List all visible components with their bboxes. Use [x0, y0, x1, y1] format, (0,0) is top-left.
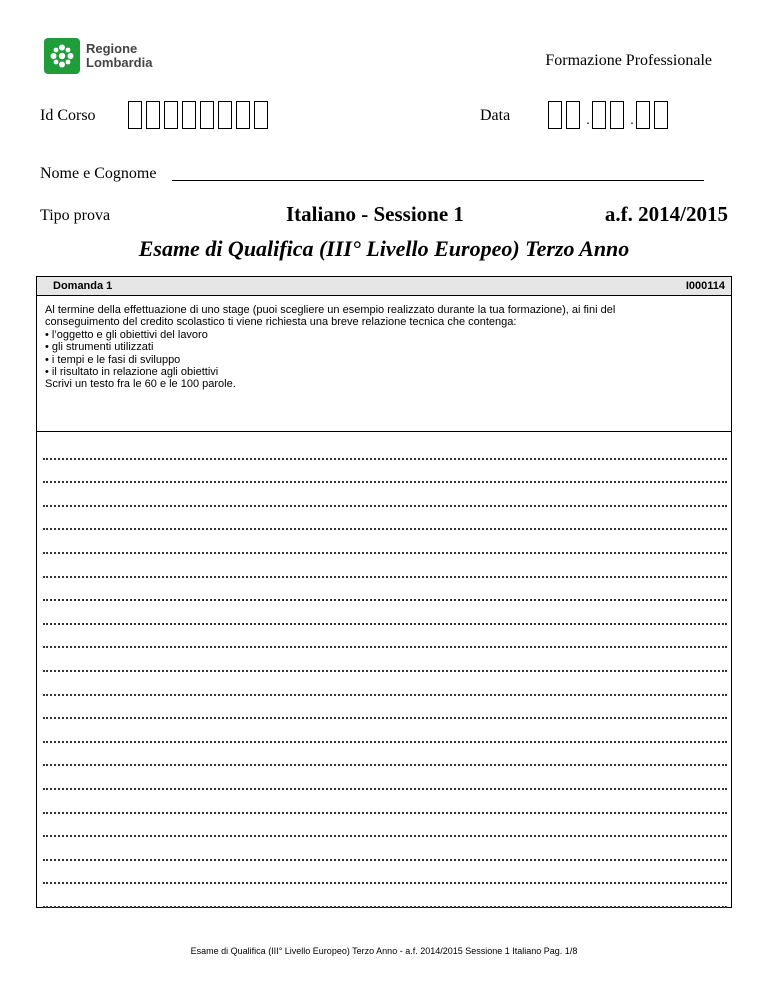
question-label: Domanda 1	[53, 280, 113, 292]
answer-line[interactable]	[43, 578, 727, 602]
answer-line[interactable]	[43, 672, 727, 696]
date-box[interactable]	[654, 101, 668, 129]
data-label: Data	[480, 107, 511, 124]
regione-lombardia-logo	[44, 38, 152, 74]
question-code: I000114	[685, 280, 725, 292]
answer-area[interactable]	[37, 432, 731, 908]
question-text	[37, 296, 731, 432]
answer-line[interactable]	[43, 554, 727, 578]
id-corso-box[interactable]	[254, 101, 268, 129]
answer-line[interactable]	[43, 696, 727, 720]
id-corso-label: Id Corso	[40, 107, 96, 124]
question-line: • il risultato in relazione agli obiettivi	[45, 366, 219, 379]
name-input-line[interactable]	[172, 180, 704, 181]
answer-line[interactable]	[43, 530, 727, 554]
exam-title: Esame di Qualifica (III° Livello Europeo) Terzo Anno	[138, 236, 630, 261]
question-line: Scrivi un testo fra le 60 e le 100 parole.	[45, 378, 236, 391]
id-corso-box[interactable]	[146, 101, 160, 129]
question-line: • gli strumenti utilizzati	[45, 341, 154, 354]
question-header	[37, 277, 731, 296]
page-footer: Esame di Qualifica (III° Livello Europeo) Terzo Anno - a.f. 2014/2015 Sessione 1 Italiano Pag. 1/8	[190, 946, 578, 956]
exam-subject: Italiano - Sessione 1	[286, 202, 464, 226]
answer-line[interactable]	[43, 743, 727, 767]
date-box[interactable]	[610, 101, 624, 129]
date-box[interactable]	[592, 101, 606, 129]
answer-line[interactable]	[43, 601, 727, 625]
answer-line[interactable]	[43, 814, 727, 838]
id-corso-box[interactable]	[128, 101, 142, 129]
logo-text-line2: Lombardia	[86, 55, 153, 70]
name-label: Nome e Cognome	[40, 165, 157, 182]
answer-line[interactable]	[43, 837, 727, 861]
answer-line[interactable]	[43, 766, 727, 790]
date-box[interactable]	[548, 101, 562, 129]
answer-line[interactable]	[43, 719, 727, 743]
date-box[interactable]	[636, 101, 650, 129]
organization-name: Formazione Professionale	[545, 52, 712, 69]
answer-line[interactable]	[43, 483, 727, 507]
id-corso-box[interactable]	[182, 101, 196, 129]
date-separator: .	[586, 113, 590, 128]
id-corso-box[interactable]	[200, 101, 214, 129]
answer-line[interactable]	[43, 790, 727, 814]
academic-year: a.f. 2014/2015	[604, 202, 728, 226]
date-box[interactable]	[566, 101, 580, 129]
id-corso-box[interactable]	[236, 101, 250, 129]
answer-line[interactable]	[43, 884, 727, 908]
answer-line[interactable]	[43, 625, 727, 649]
answer-line[interactable]	[43, 507, 727, 531]
date-boxes[interactable]	[548, 101, 672, 129]
question-line: • i tempi e le fasi di sviluppo	[45, 353, 181, 366]
id-corso-box[interactable]	[164, 101, 178, 129]
logo-text-line1: Regione	[86, 41, 138, 56]
answer-line[interactable]	[43, 648, 727, 672]
id-corso-boxes[interactable]	[128, 101, 272, 129]
date-separator: .	[630, 113, 634, 128]
answer-line[interactable]	[43, 436, 727, 460]
question-line: • l’oggetto e gli obiettivi del lavoro	[45, 328, 208, 341]
answer-line[interactable]	[43, 861, 727, 885]
id-corso-box[interactable]	[218, 101, 232, 129]
question-line: conseguimento del credito scolastico ti viene richiesta una breve relazione tecnica che contenga:	[45, 316, 517, 329]
regione-lombardia-emblem-icon	[44, 38, 80, 74]
question-box	[36, 276, 732, 908]
answer-line[interactable]	[43, 460, 727, 484]
tipo-prova-label: Tipo prova	[40, 207, 111, 224]
question-line: Al termine della effettuazione di uno stage (puoi scegliere un esempio realizzato durante la tua formazione), ai fini del	[45, 304, 616, 316]
